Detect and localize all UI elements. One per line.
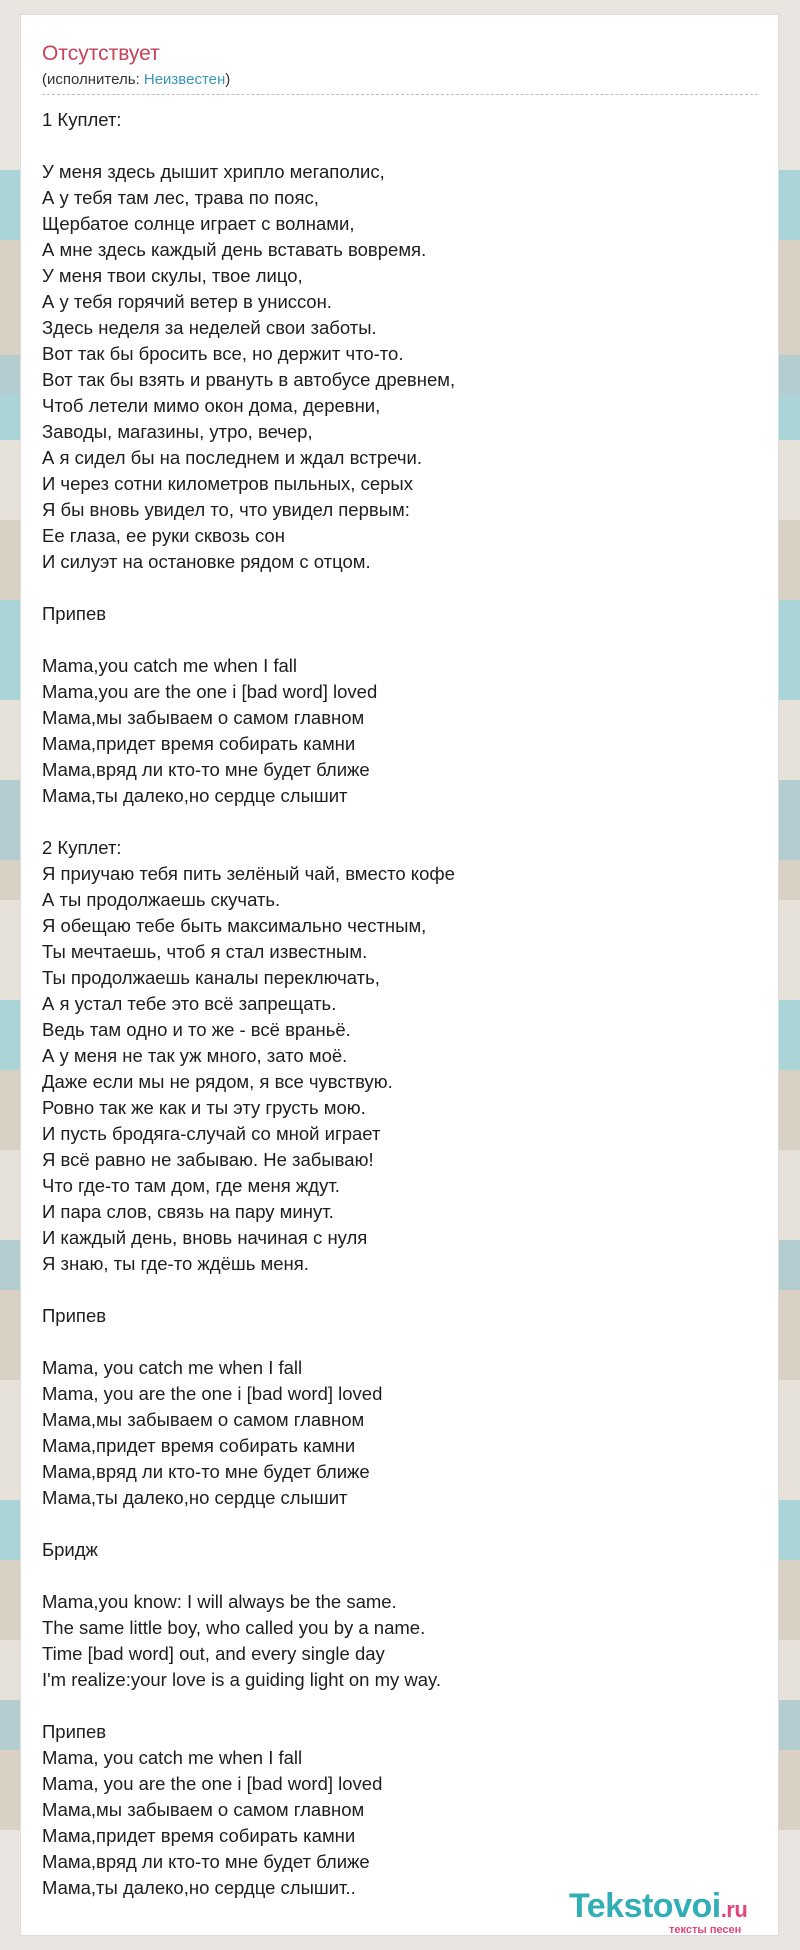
- lyric-line: У меня твои скулы, твое лицо,: [42, 265, 303, 286]
- lyric-line: А у меня не так уж много, зато моё.: [42, 1045, 348, 1066]
- lyric-line: Щербатое солнце играет с волнами,: [42, 213, 355, 234]
- artist-link[interactable]: Неизвестен: [143, 71, 226, 88]
- logo-name: Tekstovoi: [569, 1887, 721, 1925]
- lyric-line: И силуэт на остановке рядом с отцом.: [42, 551, 371, 572]
- lyric-line: Я знаю, ты где-то ждёшь меня.: [42, 1253, 309, 1274]
- lyric-line: Заводы, магазины, утро, вечер,: [42, 421, 313, 442]
- title-separator: [42, 94, 758, 95]
- lyric-line: Mama, you are the one i [bad word] loved: [42, 1773, 383, 1794]
- lyric-line: Ты мечтаешь, чтоб я стал известным.: [42, 941, 368, 962]
- lyric-line: The same little boy, who called you by a name.: [42, 1617, 426, 1638]
- lyric-line: Вот так бы бросить все, но держит что-то.: [42, 343, 404, 364]
- lyric-line: Бридж: [42, 1539, 98, 1560]
- lyric-line: Я обещаю тебе быть максимально честным,: [42, 915, 427, 936]
- lyric-line: Припев: [42, 603, 107, 624]
- lyric-line: Mama, you catch me when I fall: [42, 1747, 303, 1768]
- lyric-line: Мама,мы забываем о самом главном: [42, 707, 365, 728]
- lyric-line: [42, 1329, 762, 1355]
- lyric-line: Мама,вряд ли кто-то мне будет ближе: [42, 759, 370, 780]
- lyric-line: 2 Куплет:: [42, 837, 122, 858]
- site-logo[interactable]: [569, 1889, 769, 1939]
- lyric-line: I'm realize:your love is a guiding light on my way.: [42, 1669, 442, 1690]
- lyric-line: [42, 1693, 762, 1719]
- lyric-line: Mama,you catch me when I fall: [42, 655, 297, 676]
- lyric-line: Мама,придет время собирать камни: [42, 1435, 356, 1456]
- lyric-line: Что где-то там дом, где меня ждут.: [42, 1175, 340, 1196]
- lyric-line: А мне здесь каждый день вставать вовремя.: [42, 239, 427, 260]
- lyric-line: Мама,ты далеко,но сердце слышит: [42, 1487, 348, 1508]
- lyric-line: Mama, you catch me when I fall: [42, 1357, 303, 1378]
- lyric-line: Я всё равно не забываю. Не забываю!: [42, 1149, 374, 1170]
- lyric-line: Mama,you know: I will always be the same.: [42, 1591, 397, 1612]
- lyric-line: Mama,you are the one i [bad word] loved: [42, 681, 378, 702]
- lyric-line: Мама,вряд ли кто-то мне будет ближе: [42, 1851, 370, 1872]
- lyric-line: И пара слов, связь на пару минут.: [42, 1201, 334, 1222]
- lyric-line: И пусть бродяга-случай со мной играет: [42, 1123, 381, 1144]
- lyric-line: А ты продолжаешь скучать.: [42, 889, 281, 910]
- lyric-line: [42, 1511, 762, 1537]
- logo-tagline: тексты песен: [669, 1924, 742, 1936]
- artist-line: [42, 72, 230, 87]
- lyric-line: 1 Куплет:: [42, 109, 122, 130]
- logo-tld: .ru: [720, 1897, 748, 1922]
- lyric-line: А я сидел бы на последнем и ждал встречи.: [42, 447, 422, 468]
- lyric-line: Здесь неделя за неделей свои заботы.: [42, 317, 377, 338]
- artist-suffix: ): [225, 71, 231, 88]
- lyric-line: Ровно так же как и ты эту грусть мою.: [42, 1097, 366, 1118]
- lyric-line: Ты продолжаешь каналы переключать,: [42, 967, 380, 988]
- lyrics-card: [20, 14, 779, 1936]
- lyric-line: И каждый день, вновь начиная с нуля: [42, 1227, 368, 1248]
- lyrics-text: [42, 107, 762, 1901]
- lyric-line: Мама,придет время собирать камни: [42, 733, 356, 754]
- lyric-line: [42, 1277, 762, 1303]
- lyric-line: Даже если мы не рядом, я все чувствую.: [42, 1071, 393, 1092]
- lyric-line: [42, 809, 762, 835]
- lyric-line: Мама,мы забываем о самом главном: [42, 1409, 365, 1430]
- lyric-line: [42, 1563, 762, 1589]
- lyric-line: Мама,ты далеко,но сердце слышит: [42, 785, 348, 806]
- lyric-line: Мама,ты далеко,но сердце слышит..: [42, 1877, 356, 1898]
- lyric-line: Припев: [42, 1305, 107, 1326]
- lyric-line: А у тебя там лес, трава по пояс,: [42, 187, 319, 208]
- lyric-line: А у тебя горячий ветер в унисcон.: [42, 291, 332, 312]
- lyric-line: Вот так бы взять и рвануть в автобусе древнем,: [42, 369, 456, 390]
- lyric-line: Припев: [42, 1721, 107, 1742]
- lyric-line: Мама,вряд ли кто-то мне будет ближе: [42, 1461, 370, 1482]
- lyric-line: Ее глаза, ее руки сквозь сон: [42, 525, 285, 546]
- logo-wordmark: [569, 1889, 747, 1923]
- lyric-line: [42, 575, 762, 601]
- lyric-line: Time [bad word] out, and every single day: [42, 1643, 385, 1664]
- lyric-line: Чтоб летели мимо окон дома, деревни,: [42, 395, 381, 416]
- lyric-line: Я приучаю тебя пить зелёный чай, вместо кофе: [42, 863, 455, 884]
- lyric-line: [42, 133, 762, 159]
- artist-prefix: (исполнитель:: [42, 71, 144, 88]
- lyric-line: [42, 627, 762, 653]
- lyric-line: Mama, you are the one i [bad word] loved: [42, 1383, 383, 1404]
- lyric-line: Ведь там одно и то же - всё враньё.: [42, 1019, 351, 1040]
- lyric-line: А я устал тебе это всё запрещать.: [42, 993, 337, 1014]
- lyric-line: У меня здесь дышит хрипло мегаполис,: [42, 161, 385, 182]
- lyric-line: И через сотни километров пыльных, серых: [42, 473, 413, 494]
- lyric-line: Мама,мы забываем о самом главном: [42, 1799, 365, 1820]
- lyric-line: Мама,придет время собирать камни: [42, 1825, 356, 1846]
- song-title: Отсутствует: [42, 42, 160, 65]
- lyric-line: Я бы вновь увидел то, что увидел первым:: [42, 499, 410, 520]
